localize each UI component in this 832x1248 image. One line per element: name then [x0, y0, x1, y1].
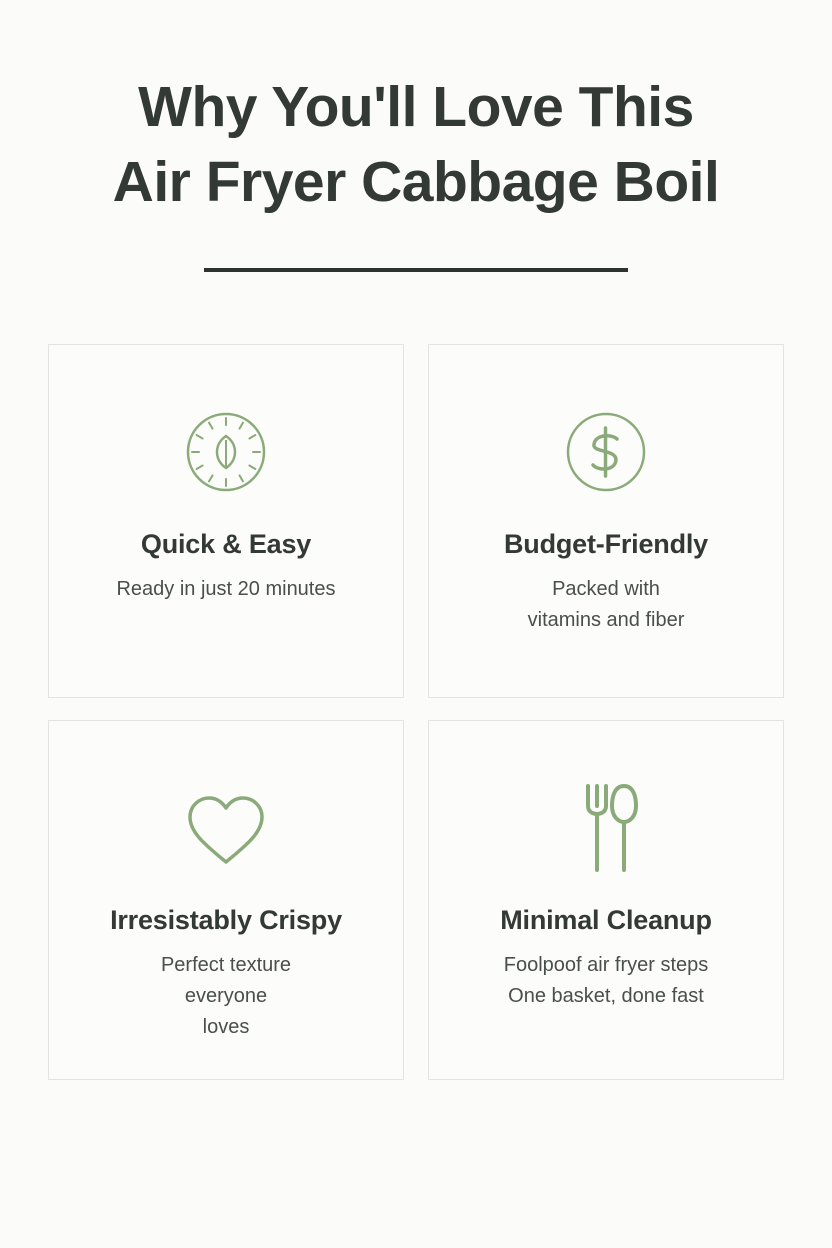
page-title	[113, 70, 720, 220]
heart-icon	[178, 779, 274, 877]
clock-leaf-icon	[180, 403, 272, 501]
benefit-desc-line: Ready in just 20 minutes	[116, 578, 336, 601]
benefit-card-title: Quick & Easy	[140, 529, 312, 560]
benefit-card-budget-friendly	[428, 344, 784, 698]
benefit-desc-line: loves	[202, 1016, 250, 1039]
page-title-line-2: Air Fryer Cabbage Boil	[112, 150, 720, 215]
benefit-card-description	[161, 950, 291, 1043]
benefit-desc-line: One basket, done fast	[508, 985, 704, 1008]
benefit-card-irresistably-crispy	[48, 720, 404, 1080]
benefit-card-description	[528, 574, 685, 636]
dollar-coin-icon	[560, 403, 652, 501]
fork-spoon-icon	[560, 779, 652, 877]
benefit-card-title: Minimal Cleanup	[500, 905, 712, 936]
benefit-desc-line: Perfect texture	[160, 954, 292, 977]
benefit-card-title: Budget-Friendly	[504, 529, 708, 560]
benefit-card-description	[504, 950, 709, 1012]
benefit-desc-line: everyone	[184, 985, 268, 1008]
benefit-card-quick-easy	[48, 344, 404, 698]
benefit-desc-line: vitamins and fiber	[527, 609, 685, 632]
benefit-card-title: Irresistably Crispy	[110, 905, 342, 936]
benefit-card-minimal-cleanup	[428, 720, 784, 1080]
benefit-card-description	[116, 574, 335, 605]
benefit-desc-line: Foolpoof air fryer steps	[503, 954, 709, 977]
page-title-line-1: Why You'll Love This	[138, 75, 694, 139]
benefit-desc-line: Packed with	[552, 578, 660, 601]
benefits-grid	[48, 344, 784, 1080]
title-divider	[204, 268, 628, 272]
